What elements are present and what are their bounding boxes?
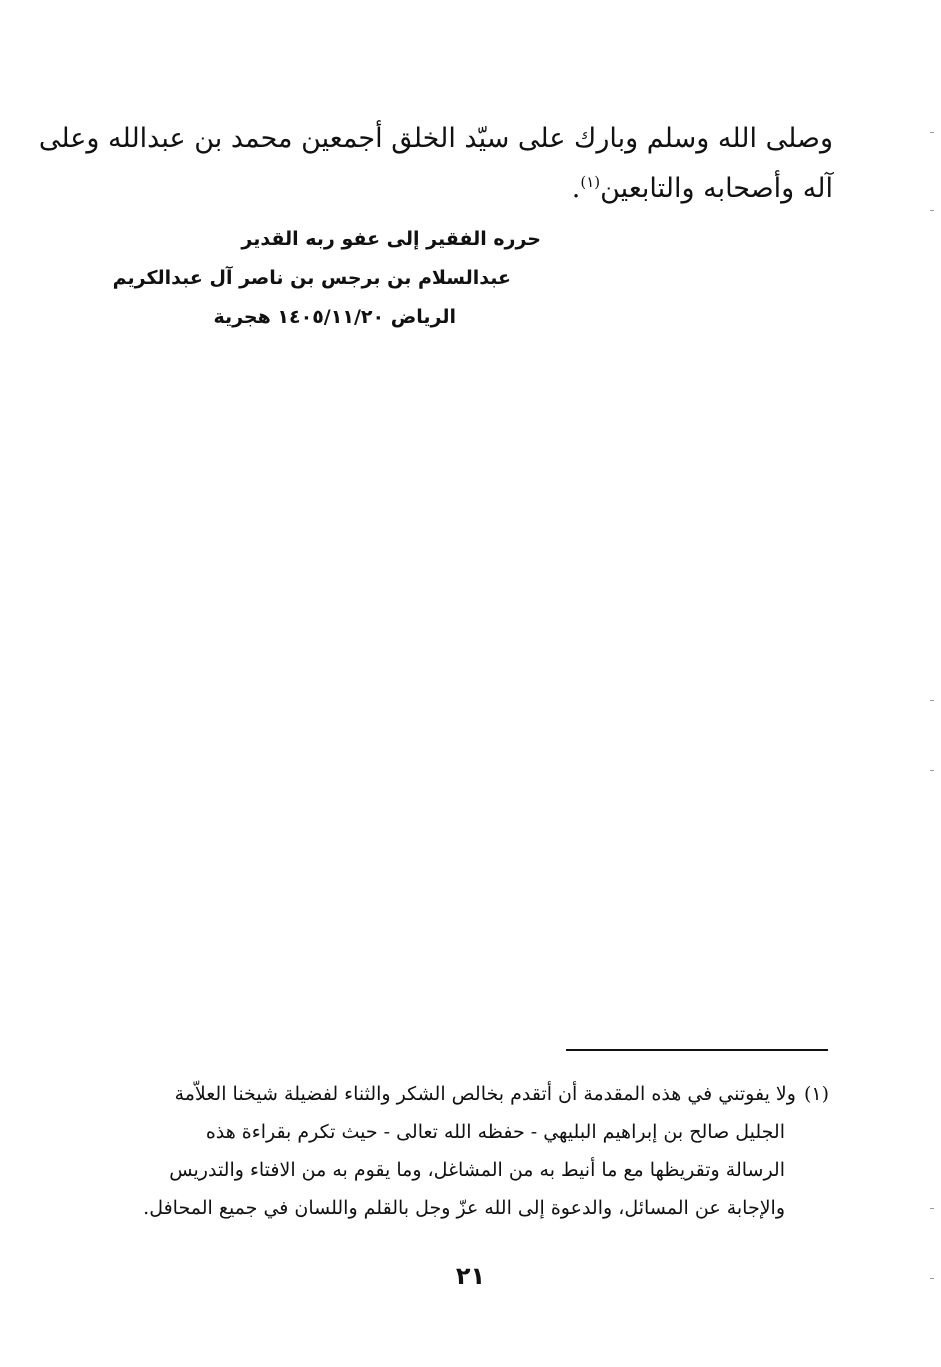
footnote-divider <box>566 1049 828 1051</box>
author-signature <box>113 220 541 337</box>
footnote-line-2: الجليل صالح بن إبراهيم البليهي - حفظه الله تعالى - حيث تكرم بقراءة هذه <box>205 1121 785 1143</box>
footnote-block <box>119 1075 829 1227</box>
footnote-line-4: والإجابة عن المسائل، والدعوة إلى الله عزّ وجل بالقلم واللسان في جميع المحافل. <box>143 1197 785 1219</box>
page-number: ٢١ <box>455 1262 486 1290</box>
signature-line-1: حرره الفقير إلى عفو ربه القدير <box>241 228 541 250</box>
footnote-line-1-text: ولا يفوتني في هذه المقدمة أن أتقدم بخالص الشكر والثناء لفضيلة شيخنا العلاّمة <box>174 1083 796 1105</box>
paragraph-line-2-text: آله وأصحابه والتابعين <box>600 173 833 204</box>
paragraph-line-2-end: . <box>571 173 581 204</box>
scan-speck <box>930 1278 934 1279</box>
scan-speck <box>930 770 934 771</box>
footnote-line-3: الرسالة وتقريظها مع ما أنيط به من المشاغل، وما يقوم به من الافتاء والتدريس <box>169 1159 785 1181</box>
footnote-reference[interactable]: (١) <box>580 173 601 191</box>
signature-line-3: الرياض ١٤٠٥/١١/٢٠ هجرية <box>213 306 456 328</box>
footnote-line-1 <box>119 1075 829 1113</box>
scan-speck <box>930 132 934 133</box>
scan-speck <box>930 210 934 211</box>
signature-line-2: عبدالسلام بن برجس بن ناصر آل عبدالكريم <box>112 267 511 289</box>
closing-paragraph <box>38 114 833 214</box>
paragraph-line-1: وصلى الله وسلم وبارك على سيّد الخلق أجمعين محمد بن عبدالله وعلى <box>38 123 833 154</box>
footnote-number: (١) <box>803 1083 829 1105</box>
scan-speck <box>930 700 934 701</box>
paragraph-line-2 <box>113 164 833 214</box>
scan-speck <box>930 1208 934 1209</box>
